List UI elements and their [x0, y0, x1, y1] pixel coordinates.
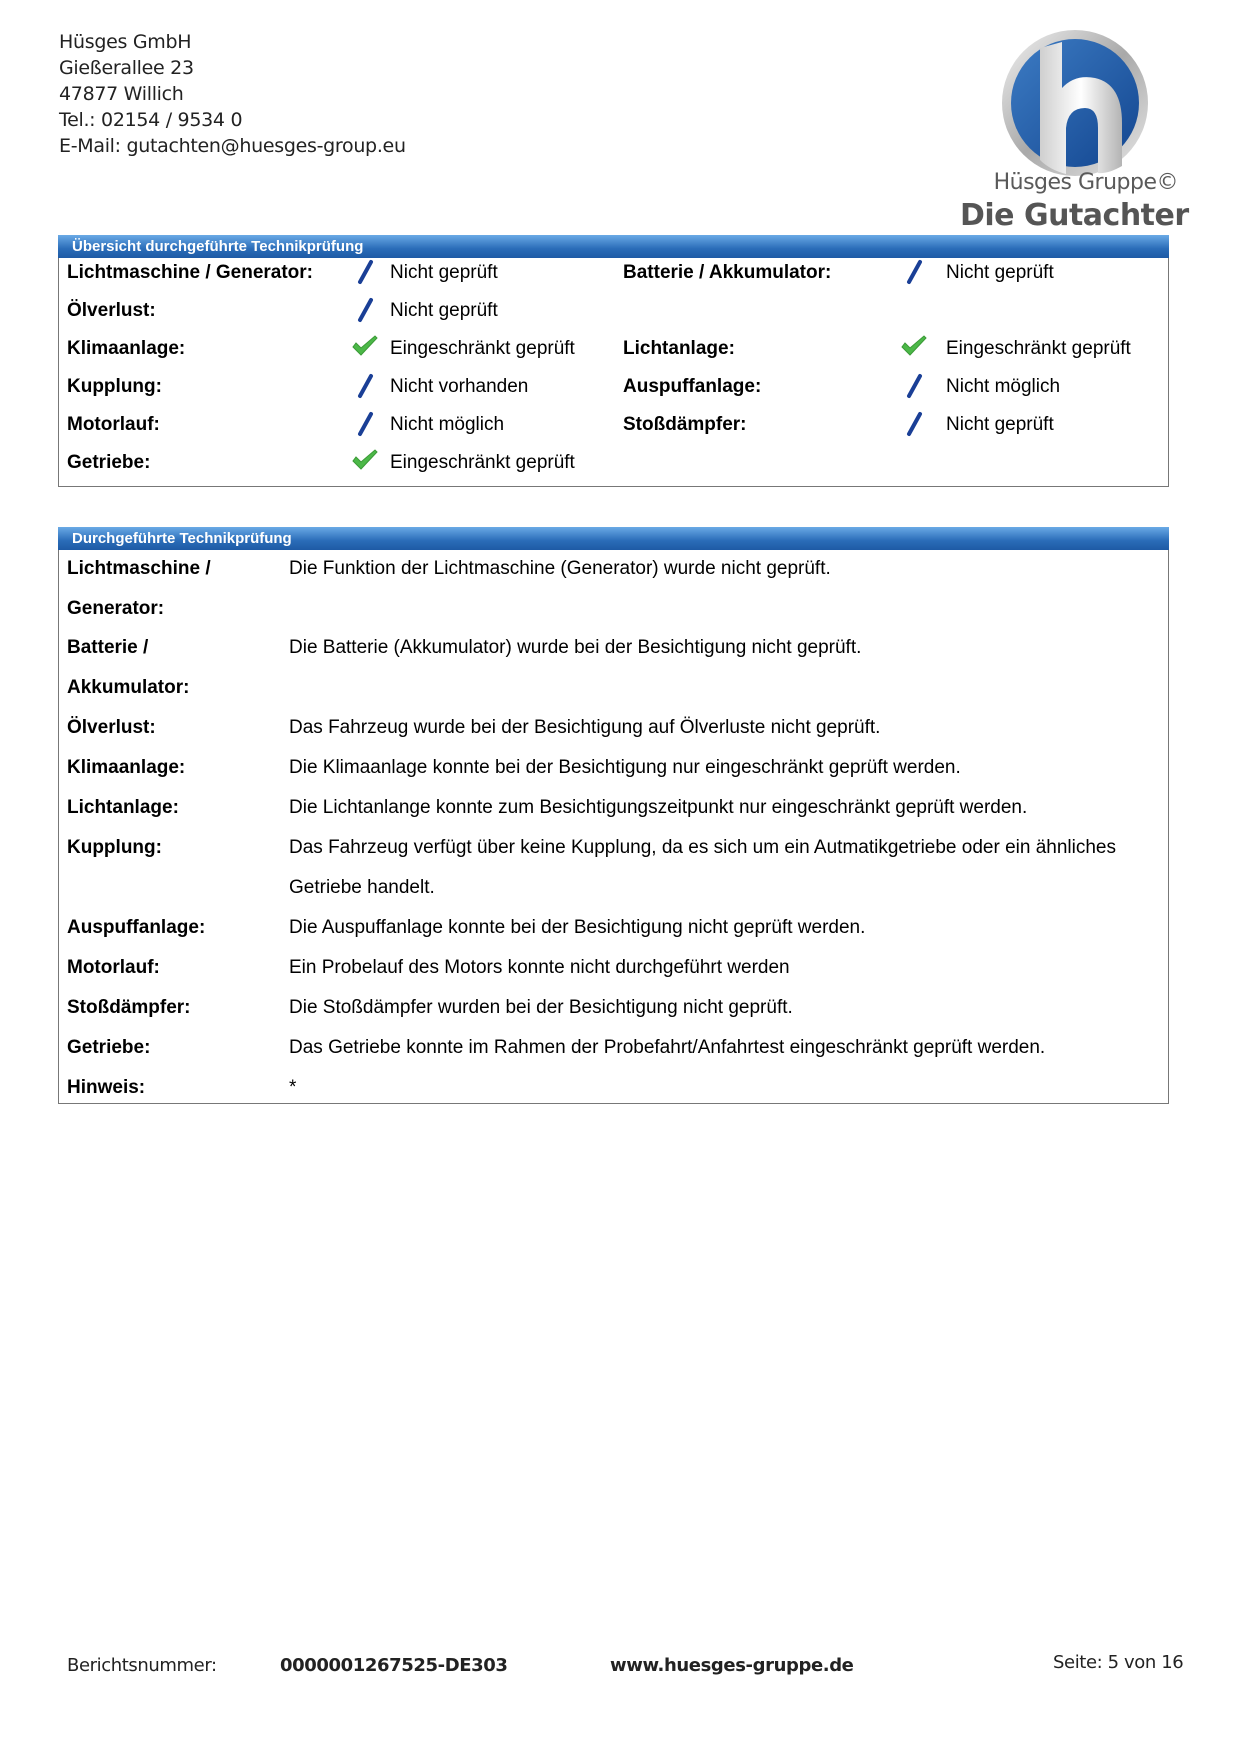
- overview-label: Auspuffanlage:: [623, 376, 762, 397]
- slash-icon: [900, 411, 928, 437]
- details-label: Auspuffanlage:: [67, 917, 206, 938]
- overview-value: Nicht geprüft: [946, 414, 1054, 435]
- details-label: Ölverlust:: [67, 717, 156, 738]
- overview-label: Batterie / Akkumulator:: [623, 262, 832, 283]
- details-text: Das Fahrzeug wurde bei der Besichtigung auf Ölverluste nicht geprüft.: [289, 717, 881, 738]
- details-panel-title: Durchgeführte Technikprüfung: [58, 527, 1169, 550]
- company-phone: Tel.: 02154 / 9534 0: [59, 109, 243, 131]
- overview-panel: [58, 235, 1169, 487]
- report-number: 0000001267525-DE303: [280, 1655, 508, 1676]
- details-label: Getriebe:: [67, 1037, 151, 1058]
- slash-icon: [351, 411, 379, 437]
- details-label: Klimaanlage:: [67, 757, 186, 778]
- logo-text-gruppe: Hüsges Gruppe©: [993, 170, 1178, 195]
- overview-value: Nicht geprüft: [390, 300, 498, 321]
- overview-value: Nicht geprüft: [946, 262, 1054, 283]
- details-text: Die Lichtanlange konnte zum Besichtigungszeitpunkt nur eingeschränkt geprüft werden.: [289, 797, 1028, 818]
- details-panel: [58, 527, 1169, 1104]
- details-label: Lichtanlage:: [67, 797, 179, 818]
- overview-panel-title: Übersicht durchgeführte Technikprüfung: [58, 235, 1169, 258]
- details-text: Die Klimaanlage konnte bei der Besichtigung nur eingeschränkt geprüft werden.: [289, 757, 961, 778]
- report-number-label: Berichtsnummer:: [67, 1655, 217, 1676]
- details-label: Hinweis:: [67, 1077, 146, 1098]
- overview-value: Eingeschränkt geprüft: [946, 338, 1131, 359]
- details-text: Getriebe handelt.: [289, 877, 435, 898]
- company-city: 47877 Willich: [59, 83, 184, 105]
- checkmark-icon: [351, 448, 379, 474]
- page-indicator: Seite: 5 von 16: [1053, 1652, 1184, 1673]
- details-text: Die Stoßdämpfer wurden bei der Besichtigung nicht geprüft.: [289, 997, 793, 1018]
- overview-label: Motorlauf:: [67, 414, 160, 435]
- details-label: Stoßdämpfer:: [67, 997, 191, 1018]
- details-text: Das Fahrzeug verfügt über keine Kupplung, da es sich um ein Autmatikgetriebe oder ein ähnliches: [289, 837, 1116, 858]
- checkmark-icon: [900, 334, 928, 360]
- website-link[interactable]: www.huesges-gruppe.de: [610, 1655, 854, 1676]
- details-label: Generator:: [67, 598, 165, 619]
- details-text: Die Auspuffanlage konnte bei der Besichtigung nicht geprüft werden.: [289, 917, 866, 938]
- overview-value: Nicht möglich: [390, 414, 505, 435]
- details-label: Batterie /: [67, 637, 149, 658]
- details-text: Die Batterie (Akkumulator) wurde bei der Besichtigung nicht geprüft.: [289, 637, 862, 658]
- company-street: Gießerallee 23: [59, 57, 194, 79]
- overview-value: Nicht vorhanden: [390, 376, 529, 397]
- overview-label: Lichtmaschine / Generator:: [67, 262, 314, 283]
- overview-label: Ölverlust:: [67, 300, 156, 321]
- h-logo-icon: [1000, 28, 1150, 178]
- details-text: Die Funktion der Lichtmaschine (Generator) wurde nicht geprüft.: [289, 558, 831, 579]
- overview-label: Stoßdämpfer:: [623, 414, 747, 435]
- overview-label: Klimaanlage:: [67, 338, 186, 359]
- overview-value: Nicht möglich: [946, 376, 1061, 397]
- slash-icon: [351, 259, 379, 285]
- details-label: Motorlauf:: [67, 957, 160, 978]
- overview-value: Eingeschränkt geprüft: [390, 452, 575, 473]
- overview-label: Getriebe:: [67, 452, 151, 473]
- overview-label: Lichtanlage:: [623, 338, 735, 359]
- details-label: Akkumulator:: [67, 677, 190, 698]
- checkmark-icon: [351, 334, 379, 360]
- details-label: Lichtmaschine /: [67, 558, 211, 579]
- company-address: [59, 29, 406, 159]
- slash-icon: [900, 373, 928, 399]
- slash-icon: [351, 373, 379, 399]
- logo-text-gutachter: Die Gutachter: [960, 198, 1189, 233]
- details-text: *: [289, 1077, 297, 1098]
- details-label: Kupplung:: [67, 837, 162, 858]
- slash-icon: [351, 297, 379, 323]
- overview-label: Kupplung:: [67, 376, 162, 397]
- company-email: E-Mail: gutachten@huesges-group.eu: [59, 135, 406, 157]
- overview-value: Nicht geprüft: [390, 262, 498, 283]
- company-logo: [960, 26, 1190, 236]
- slash-icon: [900, 259, 928, 285]
- overview-value: Eingeschränkt geprüft: [390, 338, 575, 359]
- company-name: Hüsges GmbH: [59, 31, 192, 53]
- details-text: Das Getriebe konnte im Rahmen der Probefahrt/Anfahrtest eingeschränkt geprüft werden.: [289, 1037, 1046, 1058]
- details-text: Ein Probelauf des Motors konnte nicht durchgeführt werden: [289, 957, 790, 978]
